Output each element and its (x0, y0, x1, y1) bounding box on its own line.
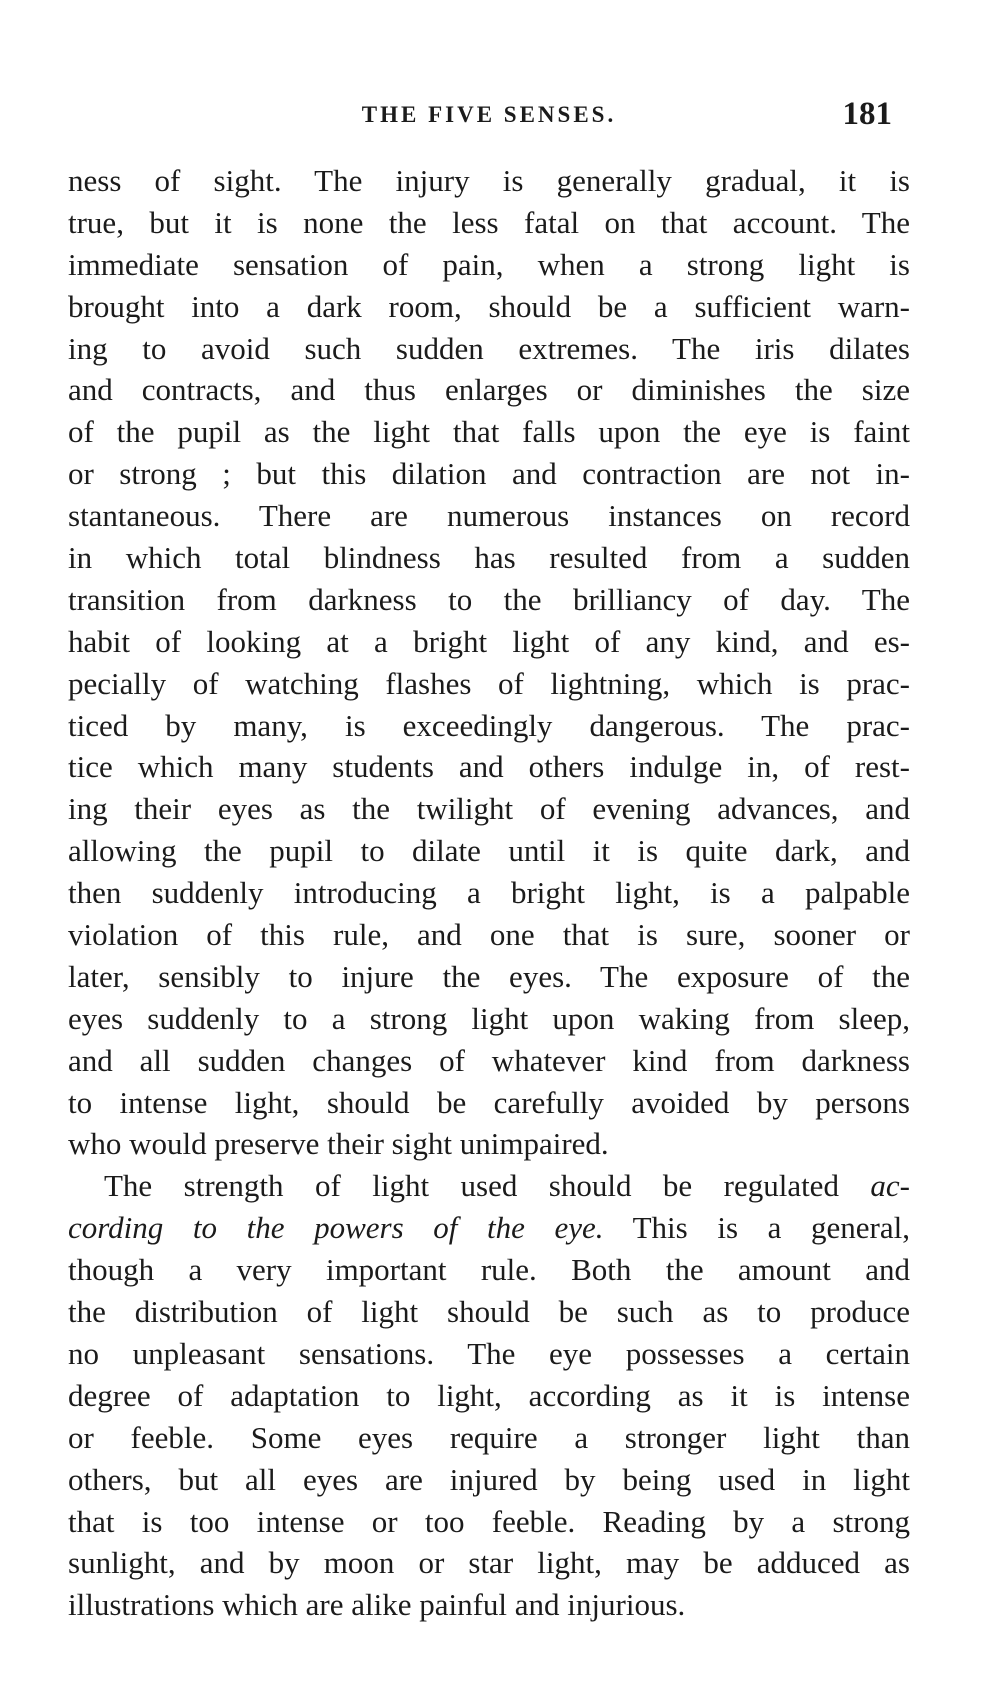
text-line: ing to avoid such sudden extremes. The iris dilates (68, 330, 910, 366)
text-line (68, 1165, 910, 1207)
text-line: habit of looking at a bright light of any kind, and es- (68, 623, 910, 659)
running-head (68, 98, 910, 142)
text-line: true, but it is none the less fatal on that account. The (68, 204, 910, 240)
text-line: in which total blindness has resulted from a sudden (68, 540, 910, 576)
text-line: though a very important rule. Both the amount and (68, 1252, 910, 1288)
text-line: of the pupil as the light that falls upon the eye is faint (68, 414, 910, 450)
text-run: This is a general, (632, 1210, 910, 1246)
paragraph-2 (68, 1165, 910, 1626)
italic-run: cording to the powers of the eye. (68, 1210, 604, 1246)
text-line: and all sudden changes of whatever kind from darkness (68, 1042, 910, 1078)
text-line: others, but all eyes are injured by being used in light (68, 1461, 910, 1497)
text-line: degree of adaptation to light, according as it is intense (68, 1377, 910, 1413)
text-line: later, sensibly to injure the eyes. The exposure of the (68, 958, 910, 994)
text-line: ticed by many, is exceedingly dangerous. The prac- (68, 707, 910, 743)
text-line: brought into a dark room, should be a sufficient warn- (68, 288, 910, 324)
text-line: allowing the pupil to dilate until it is quite dark, and (68, 833, 910, 869)
text-line: violation of this rule, and one that is sure, sooner or (68, 917, 910, 953)
text-line: pecially of watching flashes of lightning, which is prac- (68, 665, 910, 701)
italic-run: ac- (870, 1168, 910, 1204)
text-line: who would preserve their sight unimpaired. (68, 1126, 609, 1162)
text-line: immediate sensation of pain, when a strong light is (68, 246, 910, 282)
text-line: to intense light, should be carefully avoided by persons (68, 1084, 910, 1120)
text-line: or strong ; but this dilation and contraction are not in- (68, 456, 910, 492)
text-line: ing their eyes as the twilight of evening advances, and (68, 791, 910, 827)
text-run: The strength of light used should be regulated (104, 1168, 839, 1204)
page-number: 181 (842, 96, 892, 132)
text-line: eyes suddenly to a strong light upon waking from sleep, (68, 1000, 910, 1036)
running-title: THE FIVE SENSES. (361, 102, 617, 127)
text-line: that is too intense or too feeble. Reading by a strong (68, 1503, 910, 1539)
paragraph-1 (68, 160, 910, 1165)
text-line: transition from darkness to the brilliancy of day. The (68, 581, 910, 617)
text-line: or feeble. Some eyes require a stronger light than (68, 1419, 910, 1455)
text-line: then suddenly introducing a bright light, is a palpable (68, 875, 910, 911)
text-line: ness of sight. The injury is generally gradual, it is (68, 163, 910, 198)
body-text (68, 160, 910, 1626)
text-line: and contracts, and thus enlarges or diminishes the size (68, 372, 910, 408)
text-line: the distribution of light should be such as to produce (68, 1294, 910, 1330)
text-line: illustrations which are alike painful and injurious. (68, 1587, 686, 1623)
text-line (68, 1207, 910, 1249)
text-line: tice which many students and others indulge in, of rest- (68, 749, 910, 785)
text-line: sunlight, and by moon or star light, may be adduced as (68, 1545, 910, 1581)
text-line: stantaneous. There are numerous instances on record (68, 498, 910, 534)
text-line: no unpleasant sensations. The eye possesses a certain (68, 1335, 910, 1371)
